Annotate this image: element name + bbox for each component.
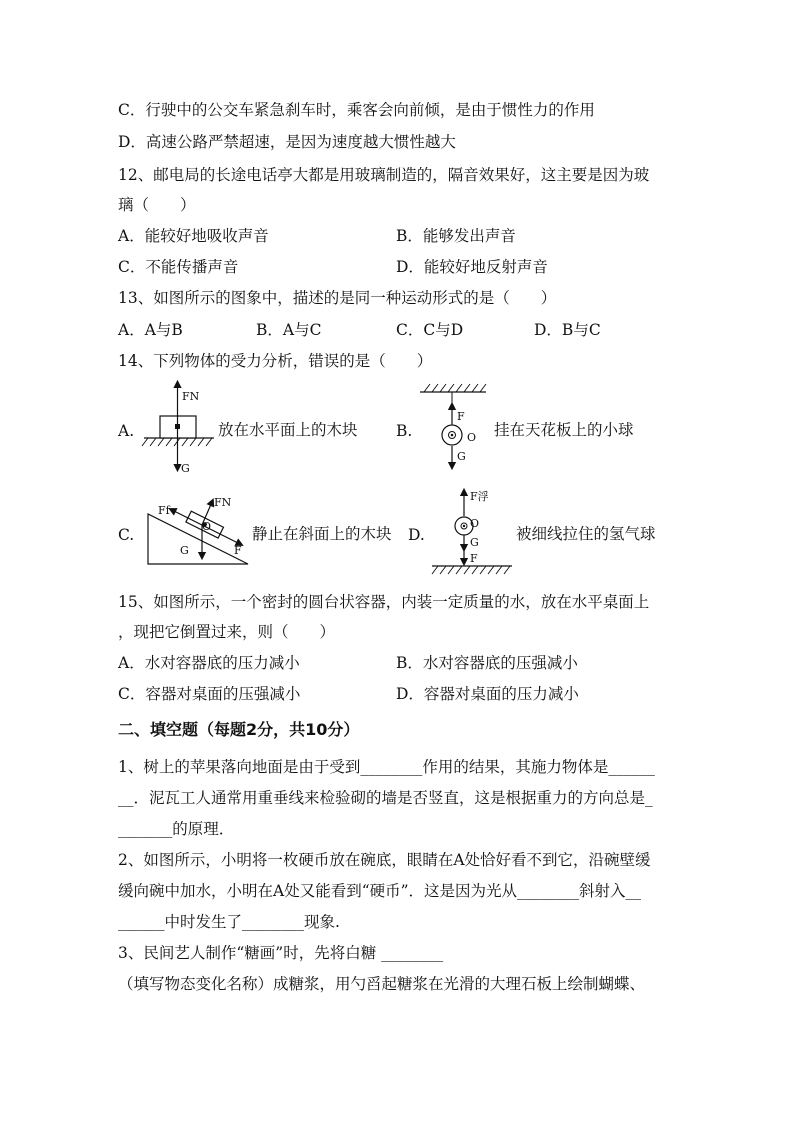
q14-stem: 14、下列物体的受力分析，错误的是（ ） xyxy=(118,352,433,370)
q14-fig-c-ff-label: Ff xyxy=(158,504,170,517)
q14-fig-a-g-label: G xyxy=(181,462,190,475)
q14-fig-b-f-label: F xyxy=(457,410,465,423)
q14-fig-b-g-label: G xyxy=(457,450,466,463)
q14-fig-d-diagram xyxy=(430,484,516,576)
q14-fig-b-o-label: O xyxy=(467,431,477,444)
q14-fig-d-caption: 被细线拉住的氢气球 xyxy=(516,525,656,543)
q15-stem-line2: ，现把它倒置过来，则（ ） xyxy=(118,623,336,641)
q11-option-c: C．行驶中的公交车紧急刹车时，乘客会向前倾，是由于惯性力的作用 xyxy=(118,101,595,119)
q14-fig-d-g-label: G xyxy=(470,536,479,549)
q14-fig-c-letter: C. xyxy=(118,526,135,544)
fill3-line2: （填写物态变化名称）成糖浆，用勺舀起糖浆在光滑的大理石板上绘制蝴蝶、 xyxy=(118,975,646,993)
q12-option-d: D．能较好地反射声音 xyxy=(396,258,548,276)
q13-option-b: B．A与C xyxy=(256,321,322,339)
q14-fig-c-fn-label: FN xyxy=(214,496,232,509)
q12-stem-line1: 12、邮电局的长途电话亭大都是用玻璃制造的，隔音效果好，这主要是因为玻 xyxy=(118,166,650,184)
q12-option-c: C．不能传播声音 xyxy=(118,258,239,276)
q13-option-a: A．A与B xyxy=(118,321,183,339)
q12-stem-line2: 璃（ ） xyxy=(118,196,196,214)
section-heading-fill-in: 二、填空题（每题2分，共10分） xyxy=(118,720,360,739)
q12-option-b: B．能够发出声音 xyxy=(396,227,516,245)
q12-option-a: A．能较好地吸收声音 xyxy=(118,227,269,245)
q13-option-c: C．C与D xyxy=(396,321,464,339)
fill2-line1: 2、如图所示，小明将一枚硬币放在碗底，眼睛在A处恰好看不到它，沿碗壁缓 xyxy=(118,851,651,869)
q14-fig-c-f-label: F xyxy=(234,544,242,557)
q14-fig-d-fbuoy-label: F浮 xyxy=(470,490,489,503)
q13-option-d: D．B与C xyxy=(534,321,601,339)
q14-fig-d-o-label: O xyxy=(470,517,480,530)
q14-fig-c-diagram xyxy=(144,490,252,568)
q14-fig-c-g-label: G xyxy=(180,544,189,557)
q14-fig-d-letter: D. xyxy=(408,526,425,544)
q14-fig-a-fn-label: FN xyxy=(182,390,200,403)
q14-fig-b-diagram xyxy=(418,380,488,472)
fill1-line1: 1、树上的苹果落向地面是由于受到________作用的结果，其施力物体是______ xyxy=(118,758,655,776)
fill1-line3: _______的原理． xyxy=(118,820,235,838)
q14-fig-b-letter: B. xyxy=(396,422,413,440)
q14-fig-d-f-label: F xyxy=(470,552,478,565)
q13-stem: 13、如图所示的图象中，描述的是同一种运动形式的是（ ） xyxy=(118,289,557,307)
q15-option-d: D．容器对桌面的压力减小 xyxy=(396,685,579,703)
q14-fig-c-caption: 静止在斜面上的木块 xyxy=(252,525,392,543)
q14-fig-a-diagram xyxy=(140,374,220,478)
q15-option-c: C．容器对桌面的压强减小 xyxy=(118,685,301,703)
q14-fig-a-caption: 放在水平面上的木块 xyxy=(218,421,358,439)
q15-option-b: B．水对容器底的压强减小 xyxy=(396,654,578,672)
fill3-line1: 3、民间艺人制作“糖画”时，先将白糖 ________ xyxy=(118,944,444,962)
q15-stem-line1: 15、如图所示，一个密封的圆台状容器，内装一定质量的水，放在水平桌面上 xyxy=(118,593,650,611)
q14-fig-a-letter: A. xyxy=(118,422,135,440)
q15-option-a: A．水对容器底的压力减小 xyxy=(118,654,300,672)
q14-fig-c-o-label: O xyxy=(202,520,212,533)
fill2-line2: 缓向碗中加水，小明在A处又能看到“硬币”．这是因为光从________斜射入__ xyxy=(118,882,642,900)
fill1-line2: __．泥瓦工人通常用重垂线来检验砌的墙是否竖直，这是根据重力的方向总是_ xyxy=(118,789,653,807)
q11-option-d: D．高速公路严禁超速，是因为速度越大惯性越大 xyxy=(118,133,456,151)
q14-fig-b-caption: 挂在天花板上的小球 xyxy=(494,421,634,439)
fill2-line3: ______中时发生了________现象. xyxy=(118,913,340,931)
